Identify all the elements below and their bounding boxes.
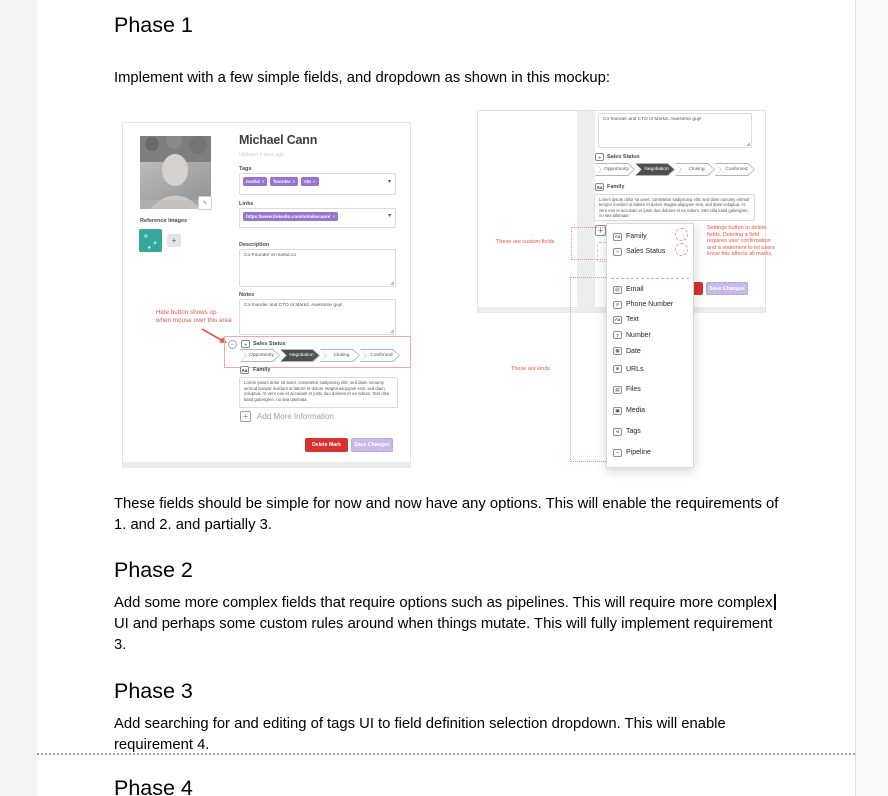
pipeline-kind-icon: »: [613, 449, 622, 457]
text-cursor: [774, 594, 776, 610]
media-kind-icon: ▣: [613, 407, 622, 415]
reference-image-thumbnail: [139, 229, 162, 252]
document-page[interactable]: [37, 0, 856, 796]
links-input: [239, 208, 396, 228]
pipeline-kind-icon: »: [241, 340, 250, 348]
dropdown-item-files: ▤ Files: [607, 379, 693, 400]
field-settings-icon: ⋮: [680, 248, 687, 256]
updated-timestamp: Updated 4 days ago: [239, 152, 284, 158]
save-changes-button: Save Changes: [706, 282, 748, 295]
mark-name-title: Michael Cann: [239, 133, 318, 147]
description-textarea: [239, 249, 396, 287]
reference-images-label: Reference Images: [140, 218, 188, 224]
edit-photo-icon: ✎: [198, 196, 212, 210]
chevron-down-icon: ▾: [387, 179, 391, 185]
tags-input: [239, 173, 396, 195]
mockup-image[interactable]: [37, 105, 855, 481]
hide-button-annotation: Hide button shows up when mouse over this area: [156, 309, 232, 324]
tag-kind-icon: ⊲: [613, 428, 622, 436]
add-field-plus-icon: +: [595, 225, 606, 236]
tag-chip: [270, 177, 298, 186]
profile-photo: [140, 136, 211, 209]
family-textarea: [239, 377, 398, 408]
profile-card-panel: [122, 122, 411, 468]
paragraph-line: 3.: [114, 637, 127, 653]
text-kind-icon: Aa: [596, 184, 603, 190]
pipeline-stages: [240, 349, 400, 362]
link-chip-label: https://www.linkedin.com/in/mikecann/: [246, 214, 331, 219]
sales-status-field-label: Sales Status: [607, 154, 640, 160]
notes-textarea: [598, 113, 752, 148]
link-chip: [243, 212, 338, 221]
settings-annotation-circle: [675, 228, 688, 241]
text-kind-icon: Aa: [614, 317, 621, 322]
pipeline-kind-icon: »: [613, 248, 622, 256]
phase1-after-paragraph[interactable]: [114, 494, 786, 536]
notes-field-label: Notes: [239, 292, 255, 298]
pipeline-stage: Closing: [320, 349, 360, 362]
page-break-divider: [37, 753, 855, 755]
remove-link-icon: ×: [332, 214, 335, 219]
phase2-heading[interactable]: Phase 2: [114, 558, 193, 582]
remove-tag-icon: ×: [292, 179, 296, 184]
add-field-plus-icon: +: [240, 411, 251, 422]
paragraph-line: These fields should be simple for now and now have any options. This will enable the requirements of: [114, 496, 779, 512]
hide-field-minus-icon: –: [228, 340, 237, 349]
pipeline-stage: Confirmed: [715, 163, 755, 176]
pipeline-stage: Opportunity: [595, 163, 635, 176]
pipeline-stage-selected: Negotiation: [280, 349, 320, 362]
add-reference-image-icon: +: [167, 234, 181, 247]
phase3-paragraph[interactable]: [114, 714, 786, 756]
notes-value: Co-founder and CTO of Markd. Awesome guy!: [244, 303, 343, 308]
file-kind-icon: ▤: [613, 386, 622, 394]
chevron-down-icon: ▾: [387, 213, 391, 219]
dropdown-item-tags: ⊲ Tags: [607, 421, 693, 442]
notes-value: Co-founder and CTO of Markd. Awesome guy!: [603, 117, 702, 122]
url-kind-icon: ⊕: [613, 365, 622, 373]
dropdown-item-date: ▦ Date: [607, 343, 693, 359]
pipeline-stage: Opportunity: [240, 349, 280, 362]
date-kind-icon: ▦: [613, 347, 622, 355]
settings-annotation-circle: [675, 243, 688, 256]
phase1-intro-paragraph[interactable]: Implement with a few simple fields, and dropdown as shown in this mockup:: [114, 70, 610, 86]
custom-fields-annotation: These are custom fields: [496, 239, 555, 245]
add-more-information-label: Add More Information: [257, 412, 334, 421]
tag-chip-label: cto: [304, 179, 311, 184]
paragraph-text: Add some more complex fields that require options such as pipelines. This will require more complex: [114, 595, 773, 611]
tag-chip-label: founder: [273, 179, 291, 184]
pipeline-kind-icon: »: [595, 153, 604, 161]
pipeline-stage-selected: Negotiation: [635, 163, 675, 176]
paragraph-line: Add searching for and editing of tags UI to field definition selection dropdown. This will enable: [114, 716, 726, 732]
paragraph-line: [114, 593, 786, 614]
pipeline-stages: [595, 163, 755, 176]
delete-mark-button: Delete Mark: [305, 438, 348, 452]
description-value: Co-Founder at markd.co: [244, 253, 296, 258]
number-kind-icon: 7: [613, 331, 622, 339]
phase3-heading[interactable]: Phase 3: [114, 679, 193, 703]
paragraph-line: UI and perhaps some custom rules around when things mutate. This will fully implement requirement: [114, 616, 773, 632]
family-value: Lorem ipsum dolor sit amet, consetetur sadipscing elitr, sed diam nonumy eirmod tempor invidunt ut labore et dolore magna aliquyam erat, sed diam voluptua. At vero eos et accusam et justo duo dolores et ea rebum. Stet clita kasd gubergren, no sea takimata: [244, 380, 389, 403]
text-kind-icon: Aa: [241, 367, 248, 373]
phase4-heading[interactable]: Phase 4: [114, 776, 193, 796]
dropdown-item-sales-status: » Sales Status ⋮: [607, 244, 693, 259]
dropdown-item-urls: ⊕ URLs: [607, 359, 693, 379]
dropdown-item-number: 7 Number: [607, 327, 693, 343]
tag-chip: [301, 177, 318, 186]
remove-tag-icon: ×: [261, 179, 265, 184]
description-field-label: Description: [239, 242, 270, 248]
tag-chip-label: markd: [246, 179, 260, 184]
pipeline-stage: Closing: [675, 163, 715, 176]
dropdown-item-phone-number: # Phone Number: [607, 297, 693, 312]
paragraph-line: 1. and 2. and partially 3.: [114, 517, 272, 533]
sales-status-field-label: Sales Status: [253, 341, 286, 347]
phase1-heading[interactable]: Phase 1: [114, 13, 193, 37]
resize-handle-icon: [746, 142, 750, 146]
resize-handle-icon: [390, 281, 394, 285]
paragraph-line: requirement 4.: [114, 737, 210, 753]
custom-fields-annotation-rect: [571, 227, 609, 260]
links-field-label: Links: [239, 201, 254, 207]
dropdown-item-pipeline: » Pipeline: [607, 442, 693, 463]
phone-kind-icon: #: [613, 301, 622, 309]
tag-chip: [243, 177, 267, 186]
tags-field-label: Tags: [239, 166, 252, 172]
field-settings-icon: ⋮: [680, 233, 687, 241]
phase2-paragraph[interactable]: [114, 593, 786, 656]
dropdown-item-email: @ Email: [607, 282, 693, 297]
dropdown-item-media: ▣ Media: [607, 400, 693, 421]
family-field-label: Family: [607, 184, 625, 190]
email-kind-icon: @: [613, 286, 622, 294]
dropdown-separator: [611, 278, 689, 279]
family-textarea: [594, 194, 755, 221]
remove-tag-icon: ×: [312, 179, 316, 184]
text-kind-icon: Aa: [614, 234, 621, 239]
notes-textarea: [239, 299, 396, 335]
family-field-label: Family: [253, 367, 271, 373]
kinds-annotation: These are kinds: [511, 366, 551, 372]
family-value: Lorem ipsum dolor sit amet, consetetur sadipscing elitr, sed diam nonumy eirmod tempor invidunt ut labore et dolore magna aliquyam erat, sed diam voluptua. At vero eos et accusam et justo duo dolores et ea rebum. Stet clita kasd gubergren, no sea takimata: [599, 197, 750, 219]
settings-annotation: Settings button to delete fields. Deleting a field requires user confirmation and a statement to let users know this affects all marks.: [707, 225, 775, 258]
pipeline-stage: Confirmed: [360, 349, 400, 362]
save-changes-button: Save Changes: [351, 438, 393, 452]
dropdown-item-text: Aa Text: [614, 316, 639, 323]
field-kind-dropdown: [606, 223, 694, 468]
dropdown-item-family: Aa Family ⋮: [614, 233, 687, 241]
left-gutter: [0, 0, 38, 796]
resize-handle-icon: [390, 329, 394, 333]
